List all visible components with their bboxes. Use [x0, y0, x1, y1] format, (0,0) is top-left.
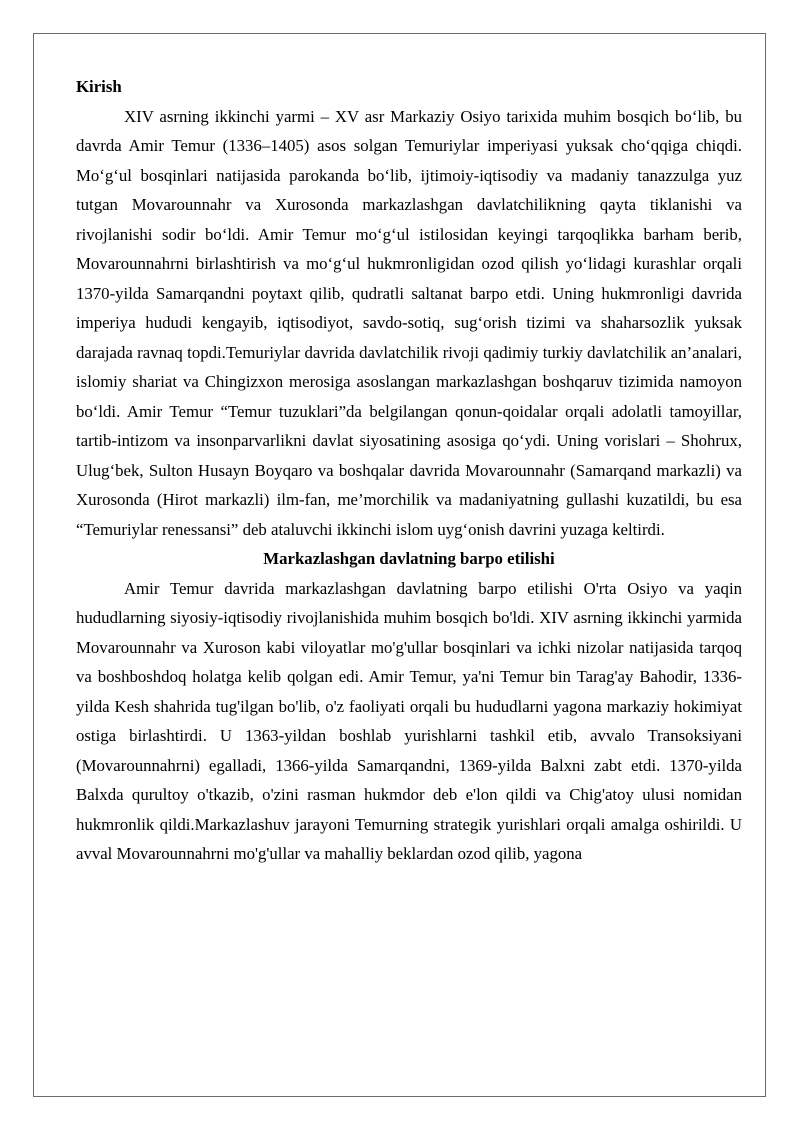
section-paragraph: Amir Temur davrida markazlashgan davlatning barpo etilishi O'rta Osiyo va yaqin hududlarning siyosiy-iqtisodiy rivojlanishida muhim bosqich bo'ldi. XIV asrning ikkinchi yarmida Movarounnahr va Xuroson kabi viloyatlar mo'g'ullar bosqinlari va ichki nizolar natijasida tarqoq va boshboshdoq holatga kelib qolgan edi. Amir Temur, ya'ni Temur bin Tarag'ay Bahodir, 1336-yilda Kesh shahrida tug'ilgan bo'lib, o'z faoliyati orqali bu hududlarni yagona markaziy hokimiyat ostiga birlashtirdi. U 1363-yildan boshlab yurishlarni tashkil etib, avvalo Transoksiyani (Movarounnahrni) egalladi, 1366-yilda Samarqandni, 1369-yilda Balxni zabt etdi. 1370-yilda Balxda qurultoy o'tkazib, o'zini rasman hukmdor deb e'lon qildi va Chig'atoy ulusi nomidan hukmronlik qildi.Markazlashuv jarayoni Temurning strategik yurishlari orqali amalga oshirildi. U avval Movarounnahrni mo'g'ullar va mahalliy beklardan ozod qilib, yagona	[76, 578, 742, 863]
intro-heading: Kirish	[76, 77, 122, 96]
document-body	[76, 72, 742, 869]
section-heading: Markazlashgan davlatning barpo etilishi	[263, 549, 555, 568]
intro-paragraph: XIV asrning ikkinchi yarmi – XV asr Markaziy Osiyo tarixida muhim bosqich bo‘lib, bu davrda Amir Temur (1336–1405) asos solgan Temuriylar imperiyasi yuksak cho‘qqiga chiqdi. Mo‘g‘ul bosqinlari natijasida parokanda bo‘lib, ijtimoiy-iqtisodiy va madaniy tanazzulga yuz tutgan Movarounnahr va Xurosonda markazlashgan davlatchilikning qayta tiklanishi va rivojlanishi sodir bo‘ldi. Amir Temur mo‘g‘ul istilosidan keyingi tarqoqlikka barham berib, Movarounnahrni birlashtirish va mo‘g‘ul hukmronligidan ozod qilish yo‘lidagi kurashlar orqali 1370-yilda Samarqandni poytaxt qilib, qudratli saltanat barpo etdi. Uning hukmronligi davrida imperiya hududi kengayib, iqtisodiyot, savdo-sotiq, sug‘orish tizimi va shaharsozlik yuksak darajada ravnaq topdi.Temuriylar davrida davlatchilik rivoji qadimiy turkiy davlatchilik an’analari, islomiy shariat va Chingizxon merosiga asoslangan markazlashgan boshqaruv tizimida namoyon bo‘ldi. Amir Temur “Temur tuzuklari”da belgilangan qonun-qoidalar orqali adolatli tamoyillar, tartib-intizom va insonparvarlikni davlat siyosatining asosiga qo‘ydi. Uning vorislari – Shohrux, Ulug‘bek, Sulton Husayn Boyqaro va boshqalar davrida Movarounnahr (Samarqand markazli) va Xurosonda (Hirot markazli) ilm-fan, me’morchilik va madaniyatning gullashi kuzatildi, bu esa “Temuriylar renessansi” deb ataluvchi ikkinchi islom uyg‘onish davrini yuzaga keltirdi.	[76, 106, 742, 539]
